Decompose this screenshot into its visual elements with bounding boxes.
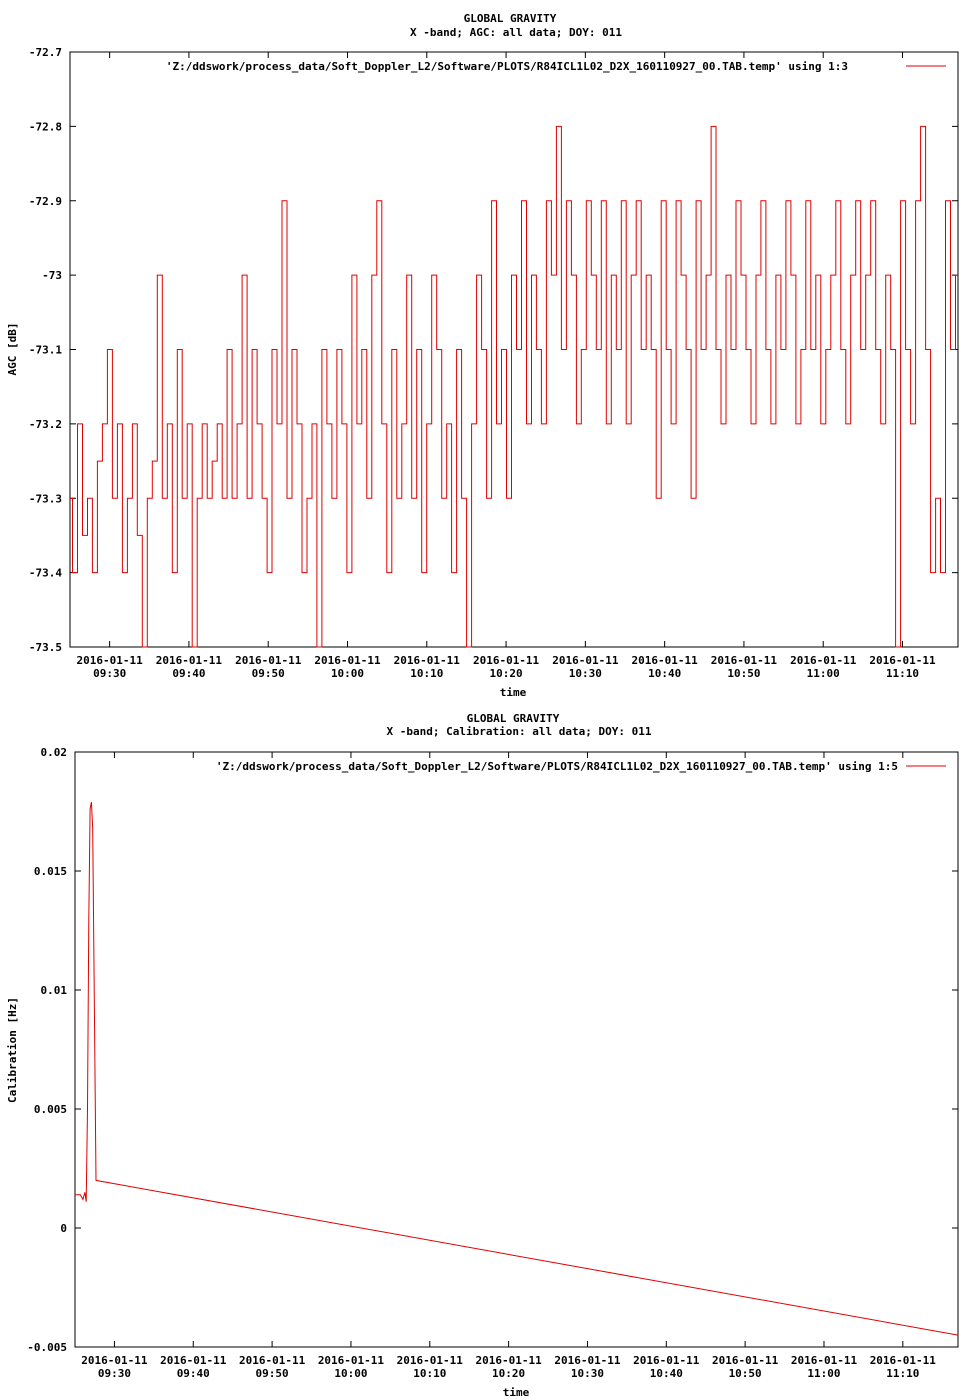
x-tick-time-label: 09:40: [172, 667, 206, 680]
x-tick-time-label: 09:50: [255, 1367, 289, 1380]
y-tick-label: 0.015: [33, 865, 67, 878]
x-tick-date-label: 2016-01-11: [633, 1354, 700, 1367]
x-tick-date-label: 2016-01-11: [396, 1354, 463, 1367]
x-tick-date-label: 2016-01-11: [869, 654, 936, 667]
x-tick-date-label: 2016-01-11: [238, 1354, 306, 1367]
y-tick-label: 0.005: [33, 1103, 67, 1116]
x-tick-time-label: 10:20: [492, 1367, 526, 1380]
chart1-series-line: [70, 126, 958, 647]
y-tick-label: -73.3: [28, 492, 62, 506]
chart1-title: GLOBAL GRAVITY: [463, 12, 557, 25]
x-tick-time-label: 10:10: [413, 1367, 447, 1380]
x-tick-time-label: 09:30: [97, 1367, 131, 1380]
chart2-y-axis-label: Calibration [Hz]: [6, 997, 19, 1103]
x-tick-date-label: 2016-01-11: [790, 654, 857, 667]
chart2-title: GLOBAL GRAVITY: [466, 712, 560, 725]
x-tick-time-label: 10:50: [727, 667, 761, 680]
chart1-legend-label: 'Z:/ddswork/process_data/Soft_Doppler_L2/Software/PLOTS/R84ICL1L02_D2X_160110927_00.TAB.temp' using 1:3: [165, 60, 848, 73]
chart2-x-axis-label: time: [502, 1386, 530, 1399]
x-tick-time-label: 11:10: [886, 1367, 920, 1380]
chart2-series-line: [75, 802, 958, 1335]
chart2-legend-label: 'Z:/ddswork/process_data/Soft_Doppler_L2/Software/PLOTS/R84ICL1L02_D2X_160110927_00.TAB.temp' using 1:5: [215, 760, 898, 773]
y-tick-label: -73.4: [28, 566, 62, 580]
x-tick-date-label: 2016-01-11: [81, 1354, 148, 1367]
x-tick-time-label: 11:00: [806, 667, 840, 680]
x-tick-date-label: 2016-01-11: [314, 654, 381, 667]
x-tick-time-label: 10:00: [330, 667, 365, 680]
x-tick-date-label: 2016-01-11: [475, 1354, 542, 1367]
chart1-x-axis-label: time: [499, 686, 527, 699]
x-tick-time-label: 11:00: [807, 1367, 841, 1380]
chart2-subtitle: X -band; Calibration: all data; DOY: 011: [386, 725, 652, 738]
x-tick-date-label: 2016-01-11: [631, 654, 698, 667]
x-tick-time-label: 10:30: [570, 1367, 605, 1380]
x-tick-time-label: 10:30: [568, 667, 602, 680]
y-tick-label: -73.1: [28, 343, 62, 357]
x-tick-date-label: 2016-01-11: [554, 1354, 621, 1367]
y-tick-label: -73: [42, 269, 62, 283]
x-tick-date-label: 2016-01-11: [155, 654, 223, 667]
y-tick-label: -72.9: [28, 194, 62, 208]
y-tick-label: -73.2: [28, 417, 62, 431]
x-tick-time-label: 10:00: [334, 1367, 368, 1380]
x-tick-time-label: 09:40: [176, 1367, 210, 1380]
y-tick-label: 0.02: [40, 746, 67, 759]
y-tick-label: -0.005: [27, 1341, 67, 1354]
y-tick-label: -72.7: [28, 46, 62, 59]
y-tick-label: -72.8: [28, 120, 62, 134]
y-tick-label: 0: [60, 1222, 67, 1235]
x-tick-time-label: 10:50: [728, 1367, 762, 1380]
x-tick-date-label: 2016-01-11: [472, 654, 540, 667]
x-tick-date-label: 2016-01-11: [790, 1354, 858, 1367]
calibration-chart: [6, 712, 958, 1399]
x-tick-time-label: 09:30: [93, 667, 127, 680]
x-tick-date-label: 2016-01-11: [710, 654, 778, 667]
x-tick-date-label: 2016-01-11: [76, 654, 143, 667]
x-tick-time-label: 10:40: [649, 1367, 683, 1380]
x-tick-time-label: 11:10: [885, 667, 920, 680]
x-tick-time-label: 10:10: [410, 667, 444, 680]
chart1-plot-frame: [70, 52, 958, 647]
x-tick-date-label: 2016-01-11: [869, 1354, 936, 1367]
x-tick-date-label: 2016-01-11: [552, 654, 619, 667]
x-tick-time-label: 09:50: [251, 667, 285, 680]
x-tick-date-label: 2016-01-11: [712, 1354, 779, 1367]
x-tick-date-label: 2016-01-11: [317, 1354, 385, 1367]
chart2-plot-frame: [75, 752, 958, 1347]
y-tick-label: -73.5: [28, 641, 62, 654]
chart1-y-axis-label: AGC [dB]: [6, 322, 19, 376]
x-tick-date-label: 2016-01-11: [160, 1354, 227, 1367]
x-tick-time-label: 10:40: [648, 667, 682, 680]
x-tick-date-label: 2016-01-11: [393, 654, 460, 667]
chart1-subtitle: X -band; AGC: all data; DOY: 011: [410, 26, 622, 39]
x-tick-time-label: 10:20: [489, 667, 523, 680]
y-tick-label: 0.01: [40, 984, 67, 997]
agc-chart: [6, 12, 958, 699]
x-tick-date-label: 2016-01-11: [235, 654, 302, 667]
